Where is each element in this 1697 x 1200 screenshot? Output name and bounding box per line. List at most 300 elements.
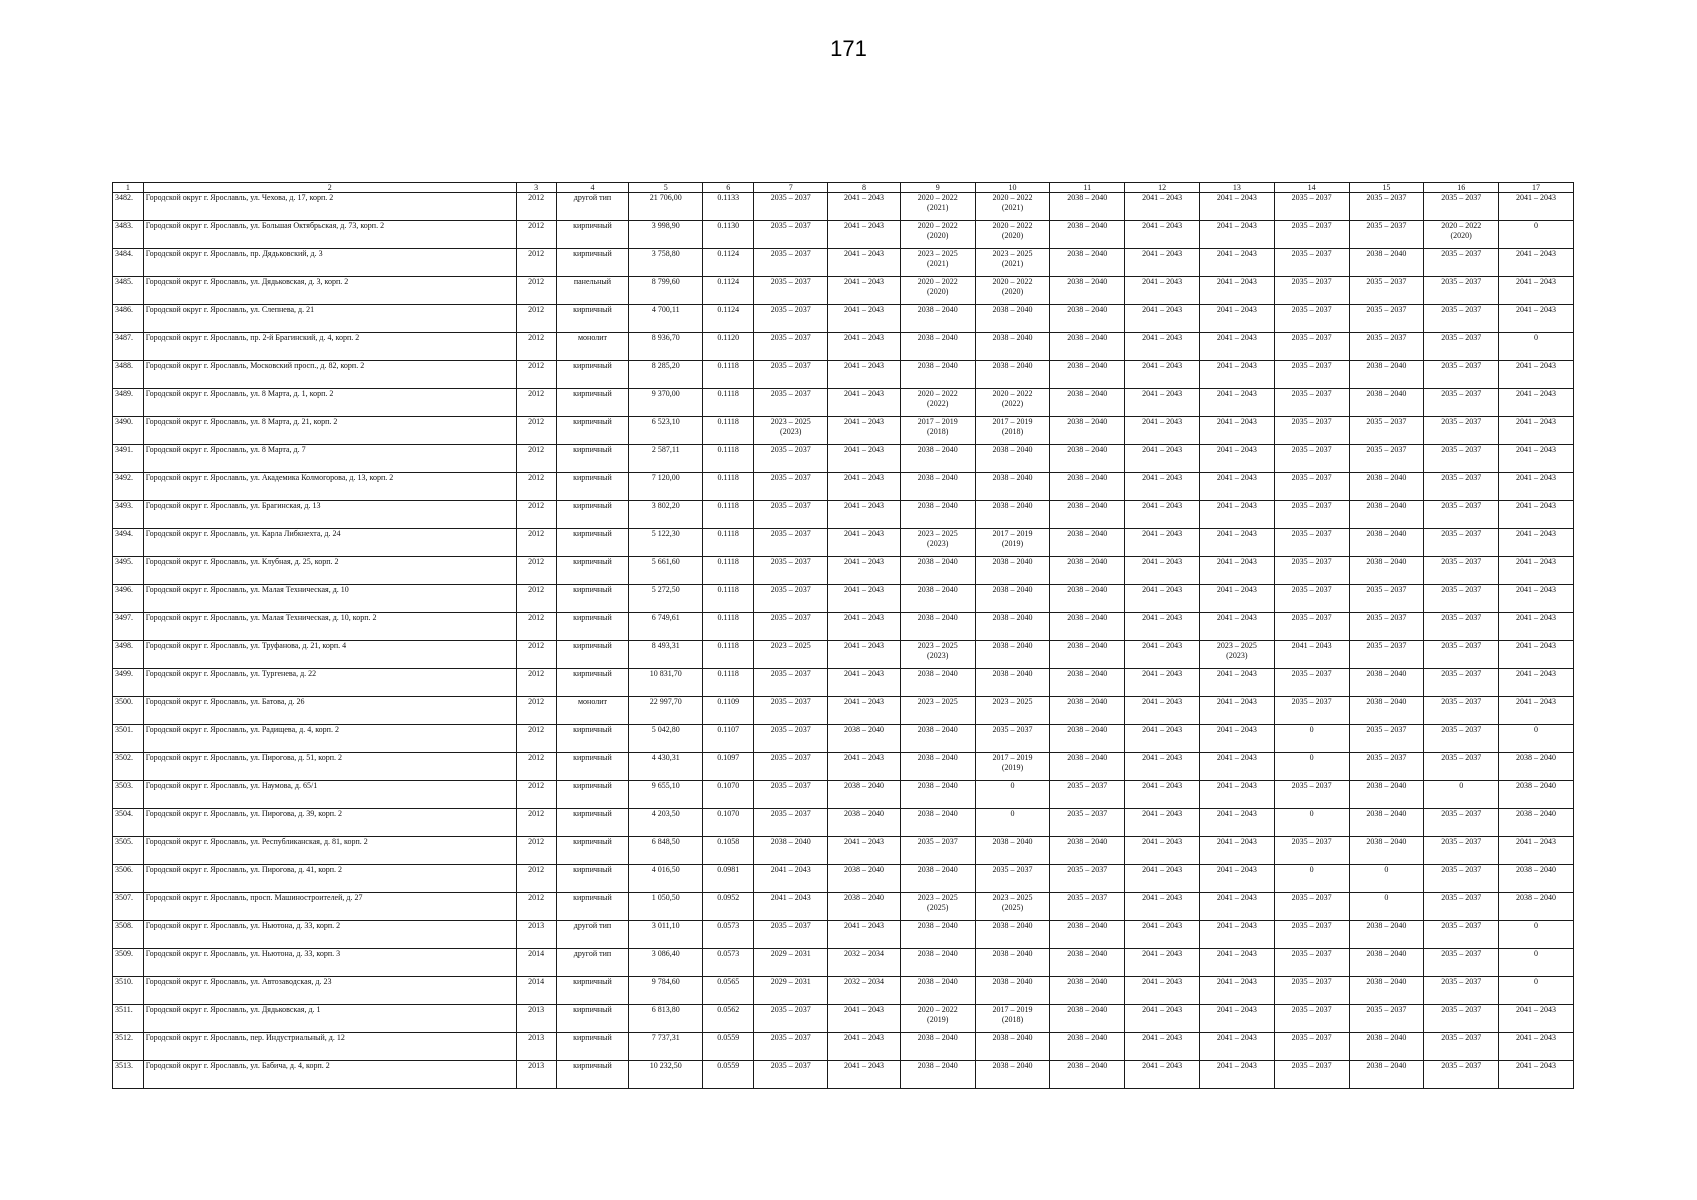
table-cell: 2035 – 2037 bbox=[1349, 613, 1424, 641]
table-cell: Городской округ г. Ярославль, ул. 8 Марта, д. 1, корп. 2 bbox=[143, 389, 516, 417]
table-cell: 2041 – 2043 bbox=[828, 641, 901, 669]
table-cell: 2041 – 2043 bbox=[1125, 837, 1200, 865]
table-cell: 2038 – 2040 bbox=[1050, 305, 1125, 333]
table-cell: 2038 – 2040 bbox=[1050, 977, 1125, 1005]
table-cell: 0.1133 bbox=[703, 193, 754, 221]
table-cell: 2041 – 2043 bbox=[1125, 501, 1200, 529]
table-cell: Городской округ г. Ярославль, ул. Малая Техническая, д. 10 bbox=[143, 585, 516, 613]
table-cell: Городской округ г. Ярославль, ул. 8 Марта, д. 7 bbox=[143, 445, 516, 473]
table-cell: 2035 – 2037 bbox=[1274, 389, 1349, 417]
table-cell: 2035 – 2037 bbox=[754, 557, 828, 585]
table-cell: 3488. bbox=[113, 361, 144, 389]
table-cell: 2041 – 2043 bbox=[1199, 669, 1274, 697]
table-cell: 2038 – 2040 bbox=[900, 445, 975, 473]
table-cell: Городской округ г. Ярославль, ул. Пирогова, д. 39, корп. 2 bbox=[143, 809, 516, 837]
table-cell: кирпичный bbox=[556, 221, 629, 249]
table-cell: 0.0559 bbox=[703, 1033, 754, 1061]
table-cell: 2041 – 2043 bbox=[1125, 921, 1200, 949]
table-cell: 2014 bbox=[516, 977, 556, 1005]
table-cell: 2038 – 2040 bbox=[975, 473, 1050, 501]
table-cell: 2012 bbox=[516, 249, 556, 277]
table-cell: 2038 – 2040 bbox=[1050, 697, 1125, 725]
table-cell: 2035 – 2037 bbox=[1424, 921, 1499, 949]
table-cell: 2023 – 2025 (2021) bbox=[975, 249, 1050, 277]
table-cell: 2038 – 2040 bbox=[975, 669, 1050, 697]
table-cell: 2041 – 2043 bbox=[1199, 557, 1274, 585]
table-cell: 2041 – 2043 bbox=[1199, 445, 1274, 473]
table-cell: 2012 bbox=[516, 697, 556, 725]
table-cell: 2041 – 2043 bbox=[1125, 305, 1200, 333]
table-row bbox=[113, 893, 1574, 921]
table-cell: 2035 – 2037 bbox=[1274, 781, 1349, 809]
table-cell: 3509. bbox=[113, 949, 144, 977]
table-cell: 2012 bbox=[516, 333, 556, 361]
table-cell: Городской округ г. Ярославль, ул. Пирогова, д. 51, корп. 2 bbox=[143, 753, 516, 781]
table-cell: 2041 – 2043 bbox=[1199, 529, 1274, 557]
table-cell: 0.1118 bbox=[703, 529, 754, 557]
table-cell: 2041 – 2043 bbox=[1125, 613, 1200, 641]
table-cell: 2041 – 2043 bbox=[1125, 249, 1200, 277]
table-cell: 2041 – 2043 bbox=[828, 613, 901, 641]
table-cell: 2035 – 2037 bbox=[1424, 1033, 1499, 1061]
table-cell: 2029 – 2031 bbox=[754, 977, 828, 1005]
table-cell: 2041 – 2043 bbox=[1125, 865, 1200, 893]
table-cell: 2038 – 2040 bbox=[1050, 725, 1125, 753]
table-cell: 2032 – 2034 bbox=[828, 977, 901, 1005]
table-cell: 3489. bbox=[113, 389, 144, 417]
table-cell: 2038 – 2040 bbox=[1050, 221, 1125, 249]
table-cell: 2035 – 2037 bbox=[1274, 473, 1349, 501]
table-cell: 5 122,30 bbox=[629, 529, 703, 557]
table-cell: 2041 – 2043 bbox=[828, 501, 901, 529]
table-cell: 2038 – 2040 bbox=[1349, 781, 1424, 809]
table-cell: 3513. bbox=[113, 1061, 144, 1089]
table-cell: Городской округ г. Ярославль, просп. Машиностроителей, д. 27 bbox=[143, 893, 516, 921]
column-number: 16 bbox=[1424, 183, 1499, 193]
table-cell: 2013 bbox=[516, 921, 556, 949]
table-cell: Городской округ г. Ярославль, ул. Автозаводская, д. 23 bbox=[143, 977, 516, 1005]
table-cell: 6 523,10 bbox=[629, 417, 703, 445]
table-cell: 0.1124 bbox=[703, 277, 754, 305]
table-cell: 8 936,70 bbox=[629, 333, 703, 361]
table-cell: 2035 – 2037 bbox=[1424, 865, 1499, 893]
table-cell: 3485. bbox=[113, 277, 144, 305]
table-cell: 2038 – 2040 bbox=[975, 445, 1050, 473]
table-row bbox=[113, 669, 1574, 697]
table-cell: 0.1109 bbox=[703, 697, 754, 725]
table-cell: 2041 – 2043 bbox=[1199, 893, 1274, 921]
table-cell: Городской округ г. Ярославль, ул. Бабича, д. 4, корп. 2 bbox=[143, 1061, 516, 1089]
table-cell: 2038 – 2040 bbox=[1050, 557, 1125, 585]
table-cell: 2012 bbox=[516, 277, 556, 305]
table-cell: 2041 – 2043 bbox=[828, 837, 901, 865]
table-cell: 2035 – 2037 bbox=[1274, 921, 1349, 949]
table-cell: 8 799,60 bbox=[629, 277, 703, 305]
table-cell: 2038 – 2040 bbox=[1050, 249, 1125, 277]
table-cell: Городской округ г. Ярославль, пр. 2-й Брагинский, д. 4, корп. 2 bbox=[143, 333, 516, 361]
table-cell: 0.1118 bbox=[703, 417, 754, 445]
table-cell: Городской округ г. Ярославль, ул. 8 Марта, д. 21, корп. 2 bbox=[143, 417, 516, 445]
column-number: 1 bbox=[113, 183, 144, 193]
table-cell: 3512. bbox=[113, 1033, 144, 1061]
table-cell: 2041 – 2043 bbox=[828, 305, 901, 333]
table-cell: панельный bbox=[556, 277, 629, 305]
page-number: 171 bbox=[830, 36, 867, 61]
table-cell: 0 bbox=[1424, 781, 1499, 809]
table-cell: 2041 – 2043 bbox=[1499, 641, 1574, 669]
table-cell: 2041 – 2043 bbox=[1125, 529, 1200, 557]
table-cell: 3494. bbox=[113, 529, 144, 557]
table-cell: 0.1097 bbox=[703, 753, 754, 781]
table-cell: 0 bbox=[1274, 809, 1349, 837]
table-cell: 2038 – 2040 bbox=[975, 641, 1050, 669]
table-cell: 2041 – 2043 bbox=[828, 333, 901, 361]
table-cell: 2035 – 2037 bbox=[754, 305, 828, 333]
table-cell: 2035 – 2037 bbox=[1349, 641, 1424, 669]
table-cell: кирпичный bbox=[556, 305, 629, 333]
table-cell: 2035 – 2037 bbox=[1274, 893, 1349, 921]
table-cell: 2035 – 2037 bbox=[1274, 249, 1349, 277]
table-cell: 2041 – 2043 bbox=[1125, 641, 1200, 669]
table-cell: 2041 – 2043 bbox=[1499, 277, 1574, 305]
table-cell: 2035 – 2037 bbox=[1424, 809, 1499, 837]
table-cell: 2041 – 2043 bbox=[1199, 333, 1274, 361]
table-cell: Городской округ г. Ярославль, ул. Батова, д. 26 bbox=[143, 697, 516, 725]
table-cell: 2041 – 2043 bbox=[1199, 921, 1274, 949]
table-cell: 2035 – 2037 bbox=[1274, 445, 1349, 473]
table-cell: 2041 – 2043 bbox=[1199, 781, 1274, 809]
table-cell: 0.1118 bbox=[703, 641, 754, 669]
table-cell: 2012 bbox=[516, 193, 556, 221]
table-cell: 0.1118 bbox=[703, 389, 754, 417]
table-cell: 2038 – 2040 bbox=[1349, 249, 1424, 277]
table-cell: 2038 – 2040 bbox=[975, 333, 1050, 361]
table-cell: 2041 – 2043 bbox=[1125, 473, 1200, 501]
table-row bbox=[113, 277, 1574, 305]
table-cell: 2041 – 2043 bbox=[1199, 277, 1274, 305]
table-row bbox=[113, 417, 1574, 445]
table-cell: 2035 – 2037 bbox=[1274, 949, 1349, 977]
table-cell: 2035 – 2037 bbox=[1424, 753, 1499, 781]
table-cell: 2038 – 2040 bbox=[1349, 557, 1424, 585]
table-cell: кирпичный bbox=[556, 613, 629, 641]
table-cell: 0.1118 bbox=[703, 501, 754, 529]
table-cell: 2020 – 2022 (2020) bbox=[975, 221, 1050, 249]
table-cell: 2038 – 2040 bbox=[1499, 893, 1574, 921]
table-cell: 0 bbox=[1274, 865, 1349, 893]
table-cell: 2038 – 2040 bbox=[1050, 193, 1125, 221]
table-cell: 2038 – 2040 bbox=[1050, 1033, 1125, 1061]
table-cell: 9 370,00 bbox=[629, 389, 703, 417]
table-cell: Городской округ г. Ярославль, ул. Пирогова, д. 41, корп. 2 bbox=[143, 865, 516, 893]
table-cell: 2035 – 2037 bbox=[754, 585, 828, 613]
table-cell: 2035 – 2037 bbox=[1274, 305, 1349, 333]
table-cell: 2020 – 2022 (2021) bbox=[900, 193, 975, 221]
table-cell: 2035 – 2037 bbox=[1349, 417, 1424, 445]
table-cell: 2041 – 2043 bbox=[1199, 585, 1274, 613]
table-cell: 2035 – 2037 bbox=[1424, 361, 1499, 389]
table-cell: 2041 – 2043 bbox=[1125, 585, 1200, 613]
table-cell: 2041 – 2043 bbox=[828, 1005, 901, 1033]
table-cell: 9 784,60 bbox=[629, 977, 703, 1005]
table-cell: 7 737,31 bbox=[629, 1033, 703, 1061]
table-cell: 2012 bbox=[516, 669, 556, 697]
table-cell: 9 655,10 bbox=[629, 781, 703, 809]
table-cell: 3 011,10 bbox=[629, 921, 703, 949]
table-row bbox=[113, 837, 1574, 865]
table-cell: 2035 – 2037 bbox=[1274, 417, 1349, 445]
table-cell: 2038 – 2040 bbox=[900, 333, 975, 361]
table-row bbox=[113, 865, 1574, 893]
table-cell: Городской округ г. Ярославль, ул. Брагинская, д. 13 bbox=[143, 501, 516, 529]
table-cell: 0.1107 bbox=[703, 725, 754, 753]
table-cell: 2038 – 2040 bbox=[1050, 361, 1125, 389]
table-cell: 0 bbox=[1349, 893, 1424, 921]
table-cell: 2038 – 2040 bbox=[1050, 753, 1125, 781]
column-number: 4 bbox=[556, 183, 629, 193]
table-cell: 2038 – 2040 bbox=[1050, 277, 1125, 305]
table-cell: 0.0565 bbox=[703, 977, 754, 1005]
table-cell: 2041 – 2043 bbox=[828, 753, 901, 781]
table-cell: 2041 – 2043 bbox=[1125, 389, 1200, 417]
column-number: 15 bbox=[1349, 183, 1424, 193]
table-cell: 2041 – 2043 bbox=[828, 445, 901, 473]
column-number: 17 bbox=[1499, 183, 1574, 193]
table-cell: 2038 – 2040 bbox=[900, 977, 975, 1005]
table-cell: 3 802,20 bbox=[629, 501, 703, 529]
table-cell: 2041 – 2043 bbox=[1499, 1061, 1574, 1089]
table-cell: 2020 – 2022 (2019) bbox=[900, 1005, 975, 1033]
column-number: 13 bbox=[1199, 183, 1274, 193]
table-cell: 2041 – 2043 bbox=[828, 1061, 901, 1089]
table-row bbox=[113, 501, 1574, 529]
column-number: 9 bbox=[900, 183, 975, 193]
table-cell: 2035 – 2037 bbox=[1424, 1061, 1499, 1089]
table-cell: 2038 – 2040 bbox=[975, 837, 1050, 865]
table-cell: 2012 bbox=[516, 305, 556, 333]
table-cell: 2038 – 2040 bbox=[900, 1061, 975, 1089]
table-cell: 0.0562 bbox=[703, 1005, 754, 1033]
table-cell: Городской округ г. Ярославль, ул. Радищева, д. 4, корп. 2 bbox=[143, 725, 516, 753]
table-cell: кирпичный bbox=[556, 445, 629, 473]
table-cell: 10 831,70 bbox=[629, 669, 703, 697]
table-cell: 7 120,00 bbox=[629, 473, 703, 501]
table-row bbox=[113, 389, 1574, 417]
table-cell: кирпичный bbox=[556, 669, 629, 697]
table-body bbox=[113, 183, 1574, 1089]
table-cell: 0.0952 bbox=[703, 893, 754, 921]
table-cell: 2041 – 2043 bbox=[1125, 1061, 1200, 1089]
table-cell: 2035 – 2037 bbox=[1274, 529, 1349, 557]
table-cell: 2035 – 2037 bbox=[1424, 277, 1499, 305]
table-cell: Городской округ г. Ярославль, ул. Дядьковская, д. 3, корп. 2 bbox=[143, 277, 516, 305]
table-cell: 2035 – 2037 bbox=[1424, 977, 1499, 1005]
table-cell: Городской округ г. Ярославль, ул. Малая Техническая, д. 10, корп. 2 bbox=[143, 613, 516, 641]
table-cell: 2012 bbox=[516, 557, 556, 585]
table-cell: 2041 – 2043 bbox=[1499, 585, 1574, 613]
table-cell: 6 749,61 bbox=[629, 613, 703, 641]
table-cell: 6 813,80 bbox=[629, 1005, 703, 1033]
table-cell: 2038 – 2040 bbox=[900, 557, 975, 585]
table-cell: 3483. bbox=[113, 221, 144, 249]
table-cell: 2038 – 2040 bbox=[828, 809, 901, 837]
table-cell: 2041 – 2043 bbox=[1125, 697, 1200, 725]
table-cell: 0.1120 bbox=[703, 333, 754, 361]
table-cell: 2041 – 2043 bbox=[1125, 193, 1200, 221]
table-cell: 2038 – 2040 bbox=[1050, 641, 1125, 669]
table-cell: 8 285,20 bbox=[629, 361, 703, 389]
table-cell: Городской округ г. Ярославль, пер. Индустриальный, д. 12 bbox=[143, 1033, 516, 1061]
table-cell: 2038 – 2040 bbox=[975, 921, 1050, 949]
table-cell: 2041 – 2043 bbox=[828, 921, 901, 949]
table-cell: 2041 – 2043 bbox=[1499, 837, 1574, 865]
table-cell: кирпичный bbox=[556, 361, 629, 389]
table-cell: Городской округ г. Ярославль, ул. Чехова, д. 17, корп. 2 bbox=[143, 193, 516, 221]
table-cell: 2041 – 2043 bbox=[828, 221, 901, 249]
table-cell: 0.1058 bbox=[703, 837, 754, 865]
table-cell: кирпичный bbox=[556, 417, 629, 445]
table-cell: 2038 – 2040 bbox=[900, 613, 975, 641]
table-cell: 2041 – 2043 bbox=[1125, 277, 1200, 305]
table-cell: 2038 – 2040 bbox=[975, 557, 1050, 585]
table-cell: 2038 – 2040 bbox=[900, 1033, 975, 1061]
table-cell: 2020 – 2022 (2020) bbox=[900, 277, 975, 305]
header-row bbox=[113, 183, 1574, 193]
table-cell: 2038 – 2040 bbox=[1050, 613, 1125, 641]
table-cell: 4 203,50 bbox=[629, 809, 703, 837]
table-cell: 2041 – 2043 bbox=[1125, 977, 1200, 1005]
table-cell: 2038 – 2040 bbox=[828, 893, 901, 921]
table-cell: 0.0559 bbox=[703, 1061, 754, 1089]
table-cell: 2035 – 2037 bbox=[1424, 389, 1499, 417]
table-row bbox=[113, 221, 1574, 249]
table-cell: 2035 – 2037 bbox=[1274, 557, 1349, 585]
table-cell: кирпичный bbox=[556, 1061, 629, 1089]
table-cell: 2035 – 2037 bbox=[1274, 697, 1349, 725]
table-cell: 2020 – 2022 (2020) bbox=[900, 221, 975, 249]
table-row bbox=[113, 781, 1574, 809]
table-cell: 2038 – 2040 bbox=[828, 725, 901, 753]
table-cell: Городской округ г. Ярославль, ул. Академика Колмогорова, д. 13, корп. 2 bbox=[143, 473, 516, 501]
table-cell: 2041 – 2043 bbox=[1499, 613, 1574, 641]
table-row bbox=[113, 249, 1574, 277]
table-cell: 3492. bbox=[113, 473, 144, 501]
table-row bbox=[113, 1061, 1574, 1089]
table-cell: 2038 – 2040 bbox=[1050, 1005, 1125, 1033]
table-cell: 3498. bbox=[113, 641, 144, 669]
table-cell: 3497. bbox=[113, 613, 144, 641]
table-row bbox=[113, 361, 1574, 389]
table-cell: 2041 – 2043 bbox=[754, 865, 828, 893]
table-cell: 5 042,80 bbox=[629, 725, 703, 753]
table-cell: 2041 – 2043 bbox=[828, 249, 901, 277]
table-row bbox=[113, 445, 1574, 473]
table-cell: 2041 – 2043 bbox=[1499, 193, 1574, 221]
table-cell: 2012 bbox=[516, 809, 556, 837]
table-cell: 2035 – 2037 bbox=[1424, 669, 1499, 697]
table-cell: 2035 – 2037 bbox=[1349, 585, 1424, 613]
table-cell: Городской округ г. Ярославль, ул. Республиканская, д. 81, корп. 2 bbox=[143, 837, 516, 865]
table-cell: 2041 – 2043 bbox=[1499, 501, 1574, 529]
table-cell: 2041 – 2043 bbox=[1199, 249, 1274, 277]
table-cell: кирпичный bbox=[556, 249, 629, 277]
table-cell: 2035 – 2037 bbox=[900, 837, 975, 865]
table-cell: 2035 – 2037 bbox=[754, 445, 828, 473]
table-cell: 2035 – 2037 bbox=[1274, 669, 1349, 697]
table-cell: 2012 bbox=[516, 417, 556, 445]
table-cell: 2041 – 2043 bbox=[1499, 389, 1574, 417]
table-cell: другой тип bbox=[556, 949, 629, 977]
table-cell: 3510. bbox=[113, 977, 144, 1005]
table-cell: 2038 – 2040 bbox=[1349, 809, 1424, 837]
table-cell: кирпичный bbox=[556, 557, 629, 585]
table-cell: 2038 – 2040 bbox=[828, 865, 901, 893]
table-row bbox=[113, 977, 1574, 1005]
table-cell: 3500. bbox=[113, 697, 144, 725]
table-row bbox=[113, 305, 1574, 333]
table-cell: 3 086,40 bbox=[629, 949, 703, 977]
table-cell: 2041 – 2043 bbox=[1125, 1005, 1200, 1033]
table-cell: 2035 – 2037 bbox=[1050, 781, 1125, 809]
table-cell: 2041 – 2043 bbox=[1499, 1033, 1574, 1061]
table-cell: 2035 – 2037 bbox=[1424, 949, 1499, 977]
table-cell: 2035 – 2037 bbox=[1349, 193, 1424, 221]
table-cell: 2012 bbox=[516, 473, 556, 501]
table-cell: 2041 – 2043 bbox=[828, 193, 901, 221]
column-number: 11 bbox=[1050, 183, 1125, 193]
table-cell: 2041 – 2043 bbox=[1499, 417, 1574, 445]
table-cell: 2012 bbox=[516, 753, 556, 781]
table-cell: 2038 – 2040 bbox=[1349, 501, 1424, 529]
table-cell: 2035 – 2037 bbox=[1424, 193, 1499, 221]
table-cell: 2035 – 2037 bbox=[1349, 753, 1424, 781]
table-cell: 2012 bbox=[516, 585, 556, 613]
column-number: 5 bbox=[629, 183, 703, 193]
table-cell: 2012 bbox=[516, 837, 556, 865]
table-cell: 2041 – 2043 bbox=[1199, 949, 1274, 977]
table-cell: 0.0573 bbox=[703, 949, 754, 977]
table-cell: 2041 – 2043 bbox=[1125, 781, 1200, 809]
table-cell: 2035 – 2037 bbox=[754, 781, 828, 809]
table-cell: 2029 – 2031 bbox=[754, 949, 828, 977]
table-cell: 2035 – 2037 bbox=[754, 1033, 828, 1061]
table-cell: 2012 bbox=[516, 893, 556, 921]
table-row bbox=[113, 1005, 1574, 1033]
table-cell: 3495. bbox=[113, 557, 144, 585]
table-cell: кирпичный bbox=[556, 725, 629, 753]
table-row bbox=[113, 333, 1574, 361]
table-cell: 2041 – 2043 bbox=[1499, 529, 1574, 557]
table-cell: 0 bbox=[1349, 865, 1424, 893]
table-cell: 0 bbox=[1499, 221, 1574, 249]
table-cell: 0.1130 bbox=[703, 221, 754, 249]
table-cell: 2038 – 2040 bbox=[1050, 949, 1125, 977]
table-cell: 0 bbox=[1499, 333, 1574, 361]
table-cell: 2035 – 2037 bbox=[1274, 977, 1349, 1005]
table-cell: 2035 – 2037 bbox=[754, 753, 828, 781]
table-cell: 2038 – 2040 bbox=[900, 865, 975, 893]
table-cell: 2038 – 2040 bbox=[1349, 529, 1424, 557]
table-cell: 3505. bbox=[113, 837, 144, 865]
table-cell: кирпичный bbox=[556, 1033, 629, 1061]
table-cell: 2035 – 2037 bbox=[1349, 333, 1424, 361]
table-cell: 2041 – 2043 bbox=[1199, 613, 1274, 641]
table-cell: 2041 – 2043 bbox=[1199, 473, 1274, 501]
table-cell: кирпичный bbox=[556, 865, 629, 893]
table-cell: Городской округ г. Ярославль, Московский просп., д. 82, корп. 2 bbox=[143, 361, 516, 389]
table-cell: 2038 – 2040 bbox=[900, 753, 975, 781]
table-row bbox=[113, 753, 1574, 781]
